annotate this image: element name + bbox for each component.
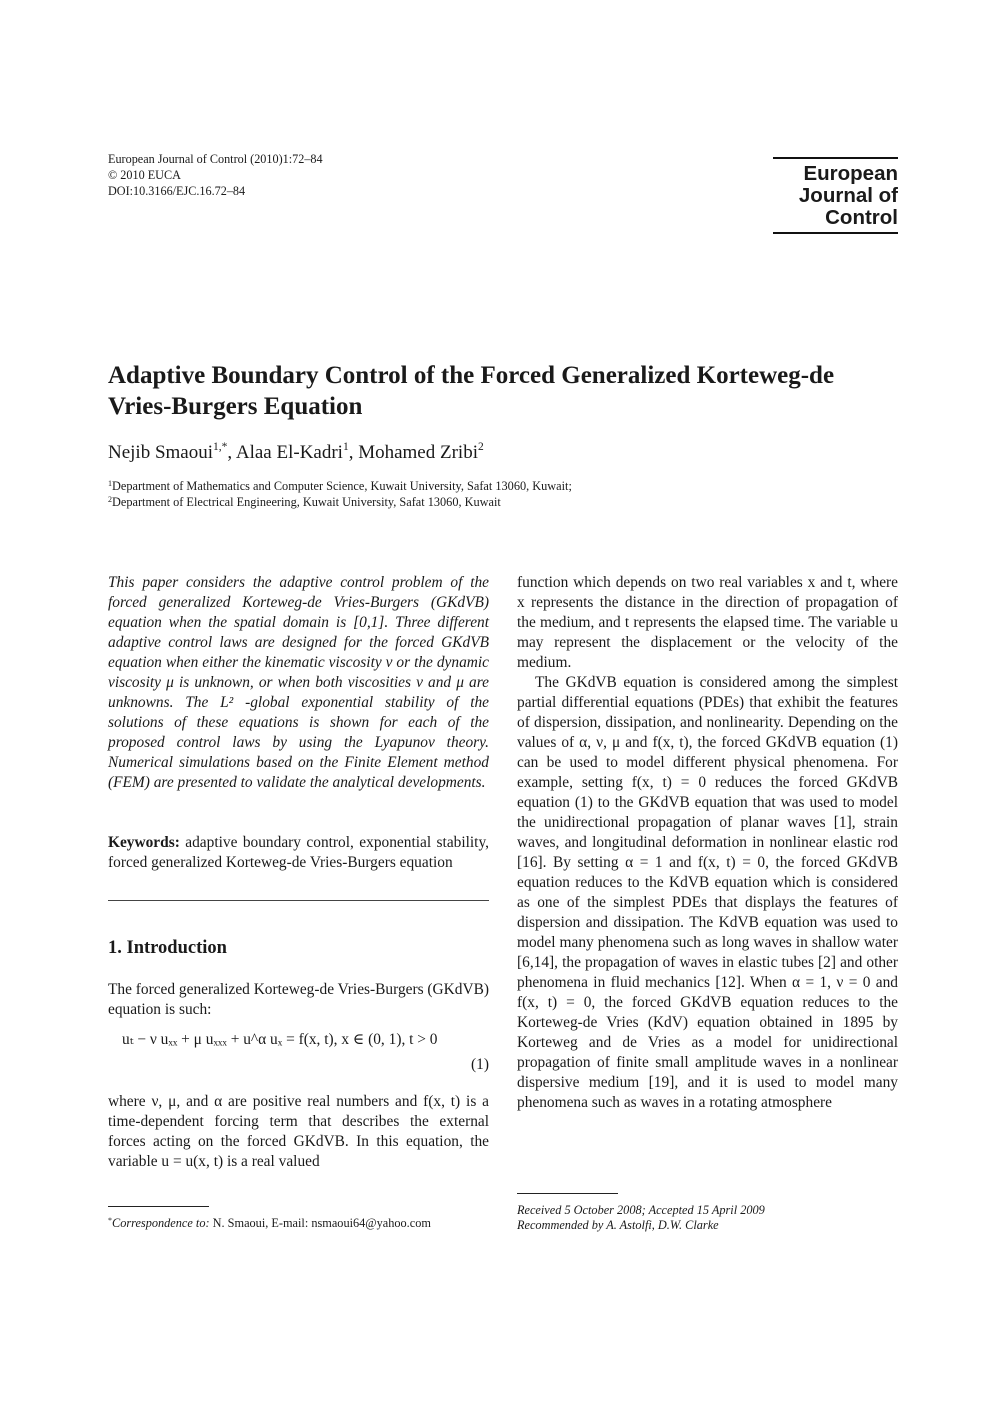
journal-citation bbox=[108, 151, 323, 199]
affiliation-1: $^1$Department of Mathematics and Computer Science, Kuwait University, Safat 13060, Kuwait; bbox=[108, 479, 572, 493]
affiliation-2: $^2$Department of Electrical Engineering, Kuwait University, Safat 13060, Kuwait bbox=[108, 495, 501, 509]
author-list: Nejib Smaoui$^{1,*}$, Alaa El-Kadri$^1$, Mohamed Zribi$^2$ bbox=[108, 441, 484, 463]
abstract: This paper considers the adaptive control problem of the forced generalized Korteweg-de Vries-Burgers (GKdVB) equation when the spatial domain is [0,1]. Three different adaptive control laws are designed for the forced GKdVB equation when either the kinematic viscosity ν or the dynamic viscosity μ is unknown, or when both viscosities ν and μ are unknowns. The L² -global exponential stability of the solutions of these equations is shown for each of the proposed control laws by using the Lyapunov theory. Numerical simulations based on the Finite Element method (FEM) are presented to validate the analytical developments. bbox=[108, 574, 489, 791]
keywords-text: adaptive boundary control, exponential stability, forced generalized Korteweg-de Vries-Burgers equation bbox=[108, 834, 489, 871]
author-name: Nejib Smaoui bbox=[108, 442, 214, 463]
intro-paragraph: The forced generalized Korteweg-de Vries-Burgers (GKdVB) equation is such: bbox=[108, 981, 489, 1018]
journal-line: European Journal of Control (2010)1:72–84 bbox=[108, 152, 323, 166]
author-affiliation-marker: 2 bbox=[477, 441, 484, 453]
logo-line-2: Journal of bbox=[798, 184, 898, 207]
author-affiliation-marker: 1 bbox=[342, 441, 349, 453]
recommended-line: Recommended by A. Astolfi, D.W. Clarke bbox=[517, 1218, 719, 1232]
keywords-label: Keywords: bbox=[108, 834, 180, 851]
equation-number: (1) bbox=[471, 1056, 489, 1073]
footnote-divider bbox=[517, 1193, 618, 1194]
keywords bbox=[108, 833, 489, 873]
doi-line: DOI:10.3166/EJC.16.72–84 bbox=[108, 184, 246, 198]
received-dates bbox=[517, 1203, 765, 1233]
received-line: Received 5 October 2008; Accepted 15 April 2009 bbox=[517, 1203, 765, 1217]
body-paragraph: function which depends on two real variables x and t, where x represents the distance in the direction of propagation of the medium, and t represents the elapsed time. The variable u may represent the displacement or the velocity of the medium. bbox=[517, 574, 898, 671]
equation-text: uₜ − ν uₓₓ + μ uₓₓₓ + u^α uₓ = f(x, t), x ∈ (0, 1), t > 0 bbox=[122, 1031, 438, 1048]
copyright-line: © 2010 EUCA bbox=[108, 168, 181, 182]
section-heading: 1. Introduction bbox=[108, 938, 227, 958]
author-name: Mohamed Zribi bbox=[358, 442, 478, 463]
intro-paragraph: where ν, μ, and α are positive real numbers and f(x, t) is a time-dependent forcing term that describes the external forces acting on the forced GKdVB. In this equation, the variable u = u(x, t) is a real valued bbox=[108, 1093, 489, 1170]
paper-title: Adaptive Boundary Control of the Forced Generalized Korteweg-de Vries-Burgers Equation bbox=[108, 362, 835, 420]
journal-logo bbox=[773, 157, 898, 234]
body-paragraph: The GKdVB equation is considered among the simplest partial differential equations (PDEs) that exhibit the features of dispersion, dissipation, and nonlinearity. Depending on the values of α, ν, μ and f(x, t), the forced GKdVB equation (1) can be used to model different physical phenomena. For example, setting f(x, t) = 0 reduces the forced GKdVB equation (1) to the GKdVB equation that was used to model the unidirectional propagation of planar waves [1], strain waves, and longitudinal deformation in nonlinear elastic rod [16]. By setting α = 1 and f(x, t) = 0, the forced GKdVB equation reduces to the KdVB equation which is considered as one of the simplest PDEs that displays the features of dispersion and dissipation. The KdVB equation was used to model many phenomena such as long waves in shallow water [6,14], the propagation of waves in elastic tubes [2] and other phenomena in fluid mechanics [12]. When α = 1, ν = 0 and f(x, t) = 0, the forced GKdVB equation reduces to the Korteweg-de Vries (KdV) equation obtained in 1895 by Korteweg and de Vries as a model for unidirectional propagation of finite small amplitude waves in a nonlinear dispersive medium [19], and it is used to model many phenomena such as waves in a rotating atmosphere bbox=[517, 674, 898, 1111]
equation-1 bbox=[108, 1030, 489, 1076]
author-name: Alaa El-Kadri bbox=[235, 442, 343, 463]
affiliations bbox=[108, 478, 572, 510]
divider bbox=[108, 900, 489, 901]
right-column-text bbox=[517, 573, 898, 1113]
footnote-divider bbox=[108, 1206, 209, 1207]
correspondence-footnote: *Correspondence to: N. Smaoui, E-mail: nsmaoui64@yahoo.com bbox=[108, 1216, 431, 1230]
author-affiliation-marker: 1,* bbox=[213, 441, 228, 453]
logo-line-3: Control bbox=[825, 206, 898, 229]
logo-line-1: European bbox=[803, 162, 898, 185]
